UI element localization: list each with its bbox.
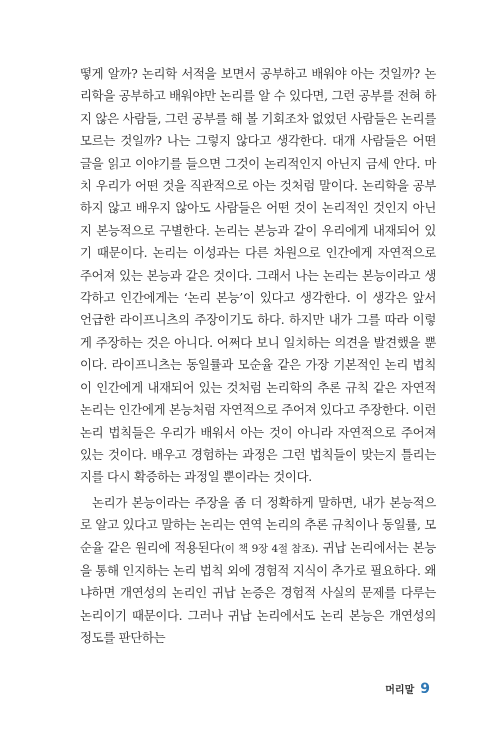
page-number: 9 [420,681,430,697]
body-text [80,63,436,650]
paragraph-1 [80,63,436,489]
paragraph-2-text-end: . 귀납 논리에서는 본능을 통해 인지하는 논리 법칙 외에 경험적 지식이 추가로 필요하다. 왜냐하면 개연성의 논리인 귀납 논증은 경험적 사실의 문제를 다루는 논리이기 때문이다. 그러나 귀납 논리에서도 논리 본능은 개연성의 정도를 판단하는 [80,539,436,646]
chapter-reference-note: (이 책 9장 4절 참조) [220,542,315,555]
paragraph-1-text: 떻게 알까? 논리학 서적을 보면서 공부하고 배워야 아는 것일까? 논리학을 공부하고 배워야만 논리를 알 수 있다면, 그런 공부를 전혀 하지 않은 사람들, 그런 공부를 해 볼 기회조차 없었던 사람들은 논리를 모르는 것일까? 나는 그렇지 않다고 생각한다. 대개 사람들은 어떤 글을 읽고 이야기를 들으면 그것이 논리적인지 아닌지 금세 안다. 마치 우리가 어떤 것을 직관적으로 아는 것처럼 말이다. 논리학을 공부하지 않고 배우지 않아도 사람들은 어떤 것이 논리적인 것인지 아닌지 본능적으로 구별한다. 논리는 본능과 같이 우리에게 내재되어 있기 때문이다. 논리는 이성과는 다른 차원으로 인간에게 자연적으로 주어져 있는 본능과 같은 것이다. 그래서 나는 논리는 본능이라고 생각하고 인간에게는 ‘논리 본능’이 있다고 생각한다. 이 생각은 앞서 언급한 라이프니츠의 주장이기도 하다. 하지만 내가 그를 따라 이렇게 주장하는 것은 아니다. 어쩌다 보니 일치하는 의견을 발견했을 뿐이다. 라이프니츠는 동일률과 모순율 같은 가장 기본적인 논리 법칙이 인간에게 내재되어 있는 것처럼 논리학의 추론 규칙 같은 자연적 논리는 인간에게 본능처럼 자연적으로 주어져 있다고 주장한다. 이런 논리 법칙들은 우리가 배워서 아는 것이 아니라 자연적으로 주어져 있는 것이다. 배우고 경험하는 과정은 그런 법칙들이 맞는지 틀리는지를 다시 확증하는 과정일 뿐이라는 것이다. [80,66,436,485]
paragraph-2 [80,492,436,650]
page-footer [385,681,430,697]
section-label: 머리말 [385,685,415,696]
paragraph-2-text-start: 논리가 본능이라는 주장을 좀 더 정확하게 말하면, 내가 본능적으로 알고 있다고 말하는 논리는 연역 논리의 추론 규칙이나 동일률, 모순율 같은 원리에 적용된다 [80,494,436,555]
